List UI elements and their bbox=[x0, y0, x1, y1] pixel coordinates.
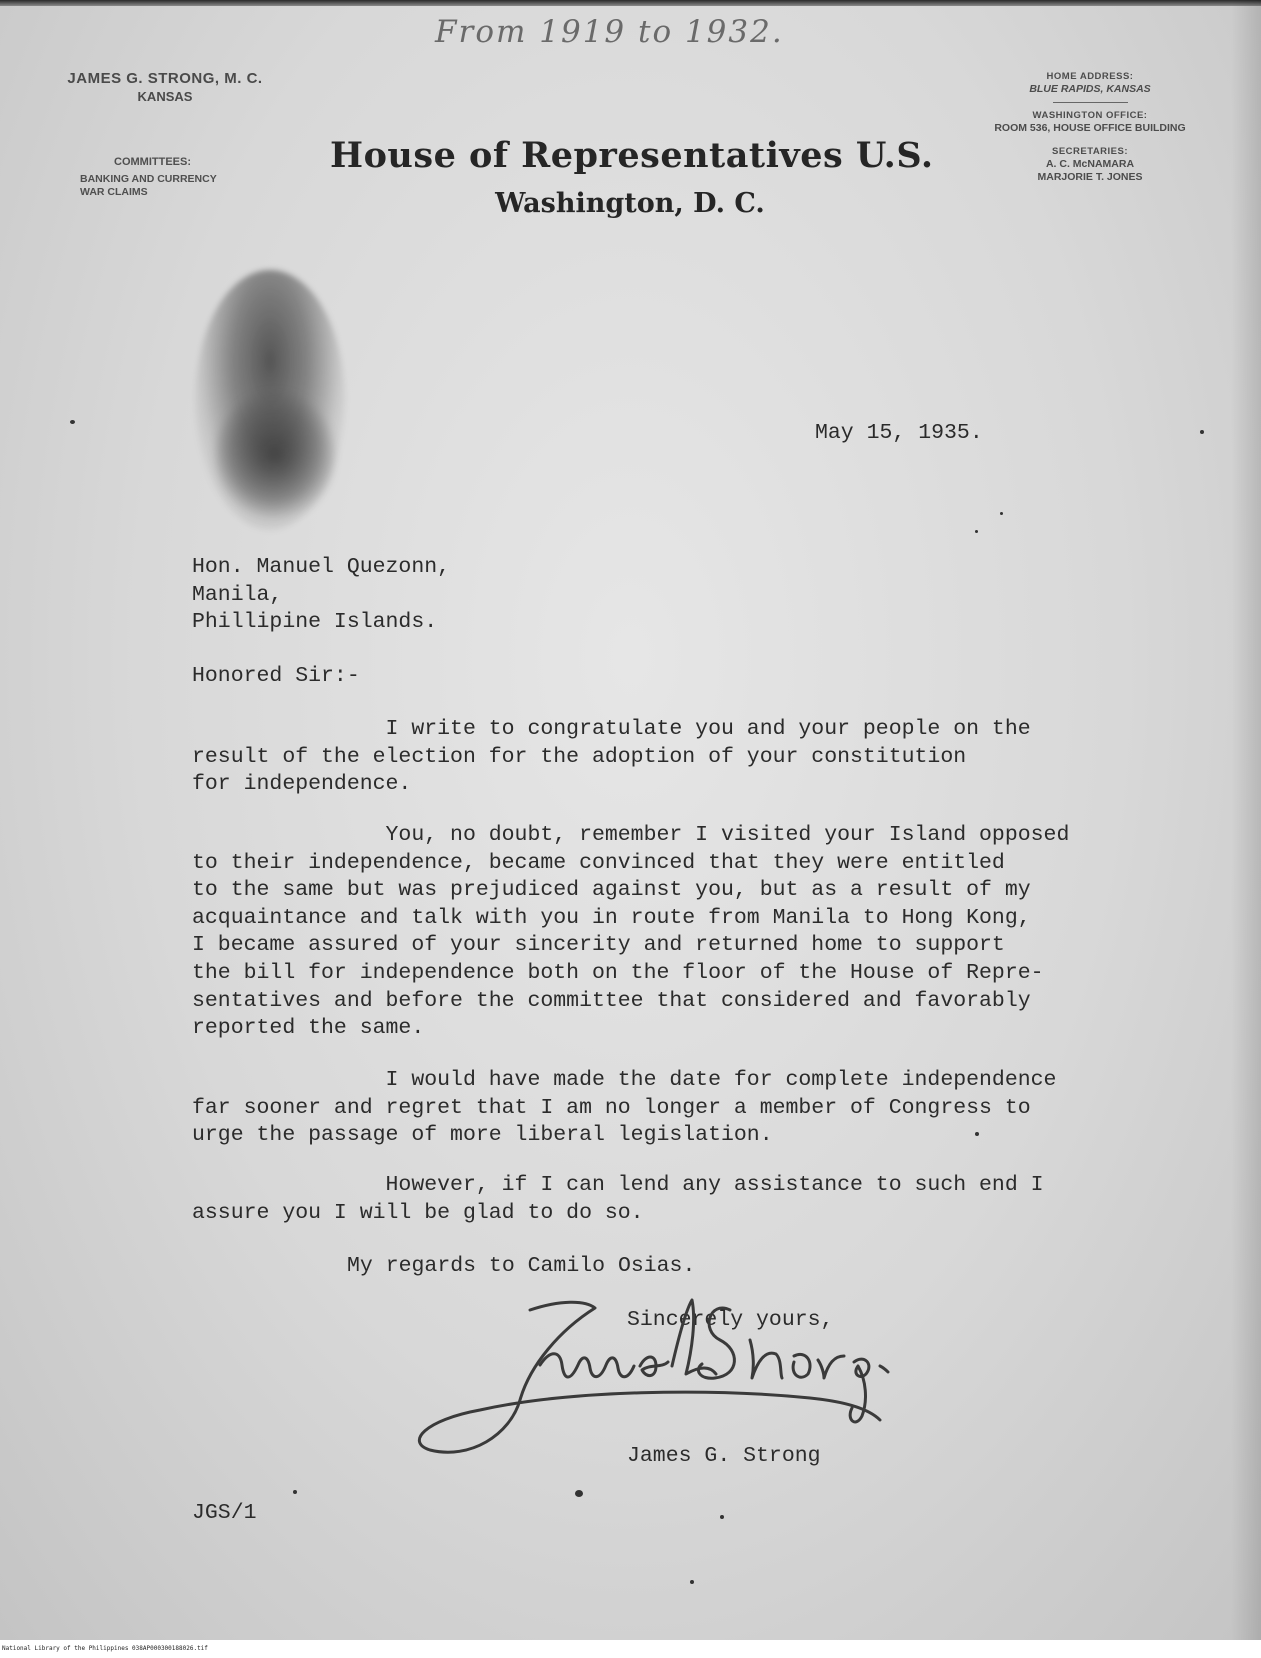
speck bbox=[293, 1490, 297, 1494]
house-title: House of Representatives U.S. bbox=[330, 135, 934, 176]
letterhead-masthead bbox=[330, 135, 934, 219]
letterhead-addresses bbox=[930, 70, 1250, 184]
letter-date: May 15, 1935. bbox=[815, 421, 983, 445]
ink-smudge bbox=[215, 390, 335, 520]
speck bbox=[1200, 430, 1204, 434]
committee-item: BANKING AND CURRENCY bbox=[80, 173, 217, 185]
speck bbox=[975, 1132, 979, 1136]
typed-signature-name: James G. Strong bbox=[627, 1444, 821, 1468]
letterhead-member bbox=[30, 70, 300, 104]
page-right-shadow bbox=[1231, 0, 1261, 1640]
washington-office: ROOM 536, HOUSE OFFICE BUILDING bbox=[994, 122, 1186, 134]
secretary-name: MARJORIE T. JONES bbox=[1037, 171, 1143, 183]
home-address: BLUE RAPIDS, KANSAS bbox=[1029, 83, 1151, 95]
speck bbox=[70, 420, 75, 424]
reference-initials: JGS/1 bbox=[192, 1501, 257, 1525]
paragraph: However, if I can lend any assistance to such end I assure you I will be glad to do so. bbox=[192, 1173, 1044, 1225]
member-name: JAMES G. STRONG, M. C. bbox=[67, 70, 263, 87]
secretary-name: A. C. McNAMARA bbox=[1045, 158, 1135, 170]
recipient-address: Hon. Manuel Quezonn, Manila, Phillipine Islands. bbox=[192, 555, 451, 635]
member-state: KANSAS bbox=[137, 89, 193, 104]
washington-office-label: WASHINGTON OFFICE: bbox=[1032, 110, 1148, 121]
city-title: Washington, D. C. bbox=[495, 188, 765, 219]
closing: Sincerely yours, bbox=[627, 1308, 834, 1332]
secretaries-label: SECRETARIES: bbox=[1051, 146, 1129, 157]
paragraph: You, no doubt, remember I visited your Island opposed to their independence, became convinced that they were entitled to the same but was prejudiced against you, but as a result of my acquaintance and talk with you in route from Manila to Hong Kong, I became assured of your sincerity and returned home to support the bill for independence both on the floor of the House of Repre- sentatives and before the committee that considered and favorably reported the same. bbox=[192, 823, 1070, 1041]
speck bbox=[575, 1490, 583, 1497]
letterhead-committees bbox=[80, 156, 217, 199]
home-address-label: HOME ADDRESS: bbox=[1046, 71, 1134, 82]
divider bbox=[1053, 102, 1128, 103]
speck bbox=[690, 1580, 694, 1584]
paragraph: My regards to Camilo Osias. bbox=[347, 1254, 696, 1278]
salutation: Honored Sir:- bbox=[192, 664, 360, 688]
handwritten-note: From 1919 to 1932. bbox=[435, 14, 784, 50]
committees-title: COMMITTEES: bbox=[114, 156, 191, 168]
page-top-edge bbox=[0, 0, 1261, 6]
paragraph: I would have made the date for complete independence far sooner and regret that I am no longer a member of Congress to urge the passage of more liberal legislation. bbox=[192, 1068, 1057, 1148]
speck bbox=[975, 530, 978, 533]
speck bbox=[720, 1515, 724, 1519]
scan-caption: National Library of the Philippines 038AP000300188026.tif bbox=[0, 1640, 1261, 1658]
committee-item: WAR CLAIMS bbox=[80, 186, 148, 198]
paragraph: I write to congratulate you and your people on the result of the election for the adoption of your constitution for independence. bbox=[192, 717, 1031, 797]
speck bbox=[1000, 512, 1003, 515]
